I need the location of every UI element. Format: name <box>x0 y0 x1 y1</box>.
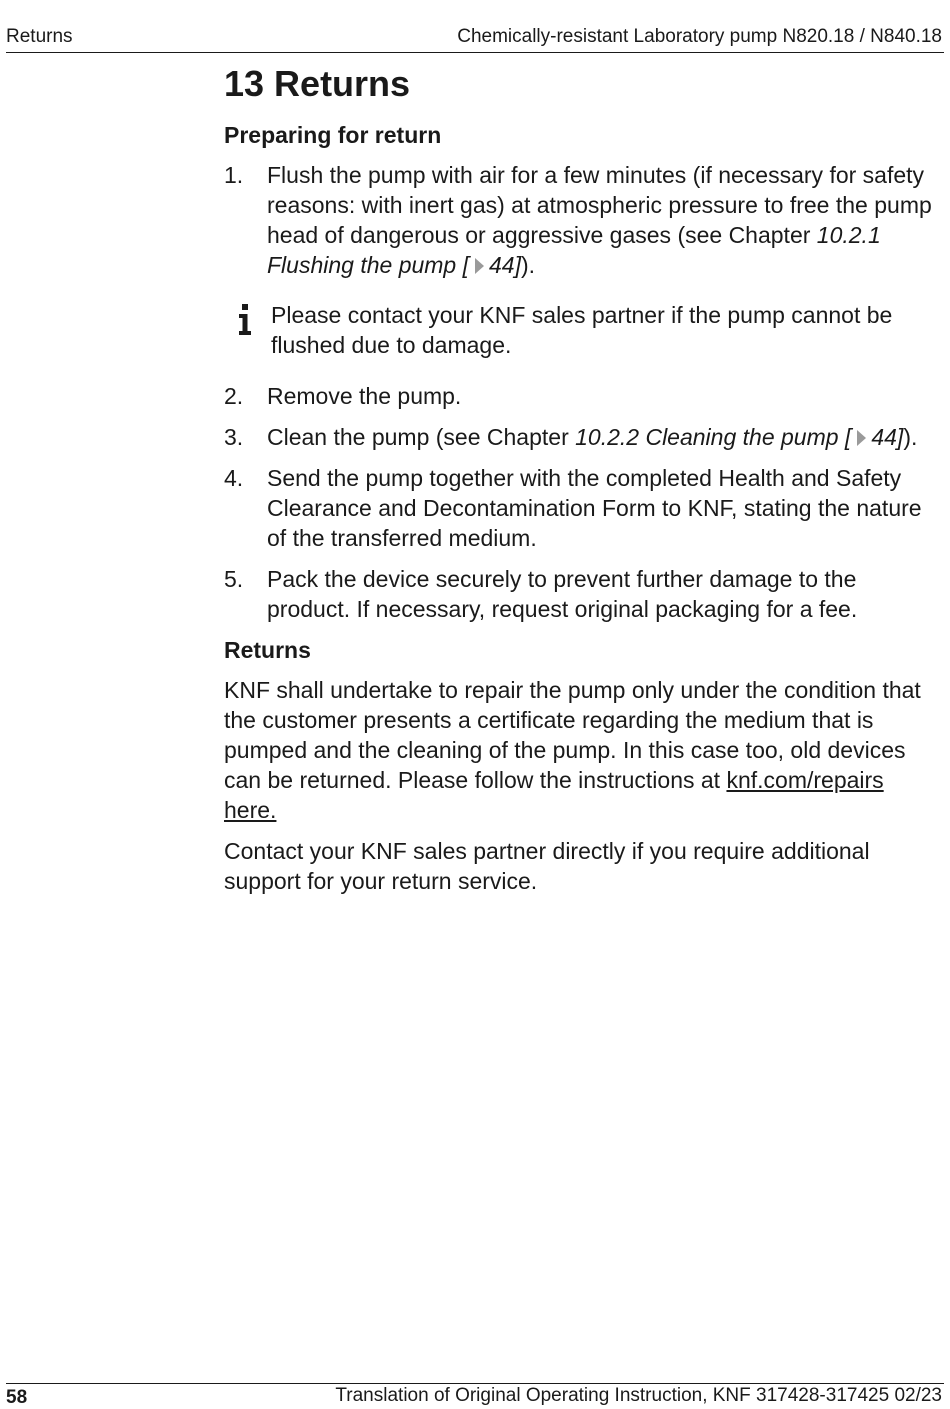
step-text: Remove the pump. <box>267 383 462 409</box>
step-number: 3. <box>224 424 244 450</box>
triangle-right-icon <box>857 430 866 446</box>
returns-paragraph: KNF shall undertake to repair the pump only under the condition that the customer presents a certificate regarding the medium that is pumped and the cleaning of the pump. In this case too, old devices can be returned. Please follow the instructions at knf.com/repairs here. <box>224 677 921 823</box>
step-item: 1. Flush the pump with air for a few minutes (if necessary for safety reasons: with inert gas) at atmospheric pressure to free the pump head of dangerous or aggressive gases (see Chapter 10.2.1 Flushing the pump [ 44]). <box>224 162 932 278</box>
info-note <box>224 300 936 360</box>
step-item: 3. Clean the pump (see Chapter 10.2.2 Cleaning the pump [ 44]). <box>224 424 918 450</box>
step-item <box>224 463 936 553</box>
step-number: 1. <box>224 162 244 188</box>
header-product: Chemically-resistant Laboratory pump N820.18 / N840.18 <box>457 26 942 47</box>
info-icon <box>238 304 252 336</box>
page-footer <box>6 1383 944 1408</box>
triangle-right-icon <box>475 258 484 274</box>
returns-heading: Returns <box>224 637 311 663</box>
page-title: 13 Returns <box>224 63 411 104</box>
step-text: Send the pump together with the completed Health and Safety Clearance and Decontamination Form to KNF, stating the nature of the transferred medium. <box>267 465 922 551</box>
page-number: 58 <box>6 1387 28 1408</box>
chapter-reference-link[interactable]: 10.2.1 Flushing the pump [ 44] <box>267 222 881 278</box>
steps-list-continued <box>224 381 936 624</box>
step-number: 5. <box>224 566 244 592</box>
note-text: Please contact your KNF sales partner if the pump cannot be flushed due to damage. <box>271 302 893 358</box>
page-header <box>6 26 944 53</box>
repairs-link[interactable]: knf.com/repairs here. <box>224 767 884 823</box>
step-text: Pack the device securely to prevent further damage to the product. If necessary, request original packaging for a fee. <box>267 566 858 622</box>
step-item <box>224 381 936 411</box>
step-number: 2. <box>224 383 244 409</box>
steps-list <box>224 160 936 280</box>
step-text: Clean the pump (see Chapter <box>267 424 576 450</box>
chapter-reference-link[interactable]: 10.2.2 Cleaning the pump [ 44] <box>575 424 904 450</box>
preparing-heading: Preparing for return <box>224 122 442 148</box>
contact-paragraph: Contact your KNF sales partner directly if you require additional support for your return service. <box>224 838 870 894</box>
step-item <box>224 564 936 624</box>
header-section: Returns <box>6 26 73 47</box>
step-number: 4. <box>224 465 244 491</box>
main-content <box>224 62 936 896</box>
footer-text: Translation of Original Operating Instruction, KNF 317428-317425 02/23 <box>335 1385 942 1406</box>
step-text: Flush the pump with air for a few minutes (if necessary for safety reasons: with inert gas) at atmospheric pressure to free the pump head of dangerous or aggressive gases (see Chapter <box>267 162 932 248</box>
